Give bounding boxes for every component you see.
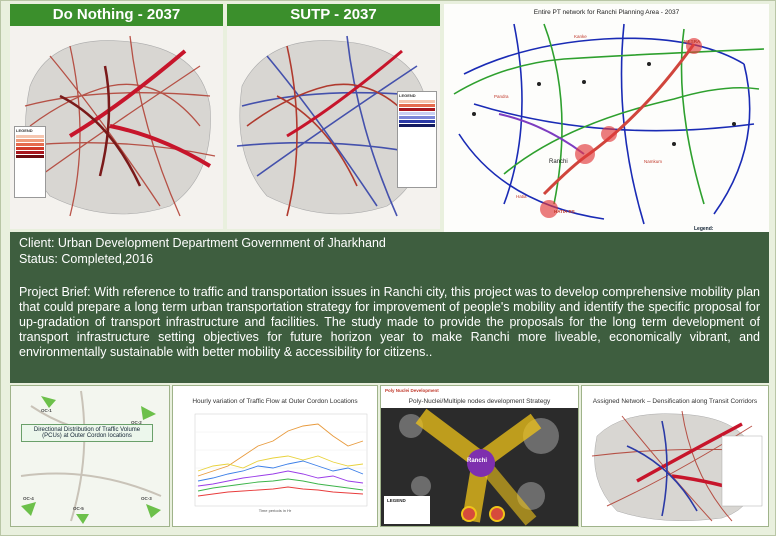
- legend-label: LEGEND: [16, 128, 33, 133]
- sutp-panel: [227, 4, 440, 229]
- status-text: Status: Completed,2016: [19, 252, 154, 266]
- hourly-variation-panel: [172, 385, 378, 527]
- do-nothing-legend: [14, 126, 46, 198]
- polynuclei-header: Poly Nuclei Development: [385, 388, 439, 393]
- oc-label-5: OC-5: [73, 506, 84, 511]
- oc-label-3: OC-3: [141, 496, 152, 501]
- map-label-hatia-rs: HATIA RS: [554, 209, 575, 214]
- oc-label-1: OC-1: [41, 408, 52, 413]
- map-label-ranchi: Ranchi: [549, 159, 568, 165]
- directional-title: Directional Distribution of Traffic Volume (PCUs) at Outer Cordon locations: [21, 424, 153, 442]
- pt-network-panel: [444, 4, 769, 232]
- client-text: Client: Urban Development Department Government of Jharkhand: [19, 236, 386, 250]
- polynuclei-title: Poly-Nuclei/Multiple nodes development Strategy: [408, 398, 551, 405]
- polynuclei-legend: LEGEND: [387, 498, 406, 503]
- oc-label-2: OC-2: [131, 420, 142, 425]
- map-label-namkum: Namkum: [644, 159, 663, 164]
- project-info-box: [10, 232, 769, 383]
- polynuclei-center-label: Ranchi: [467, 458, 488, 464]
- network-legend-label: Legend:: [694, 226, 714, 232]
- hourly-title: Hourly variation of Traffic Flow at Outer Cordon Locations: [192, 398, 358, 405]
- assigned-network-panel: [581, 385, 769, 527]
- project-brief-text: Project Brief: With reference to traffic and transportation issues in Ranchi city, this project was to develop comprehensive mobility plan that could prepare a long term urban transportation strategy for improvement of people's mobility and identify the specific proposal for up-gradation of transport infrastructure and facilities. The study made to provide the proposals for the long term development of transport infrastructure setting objectives for future horizon year to make Ranchi more liveable, economically vibrant, and environmentally sustainable with better mobility & accessibility for citizens..: [19, 285, 760, 359]
- sutp-map: [227, 26, 440, 229]
- hourly-xlabel: Time periods in Hr: [258, 508, 292, 513]
- map-label-pandra: Pandra: [494, 94, 509, 99]
- oc-label-4: OC-4: [23, 496, 34, 501]
- map-label-mesra: MESRA: [684, 39, 701, 44]
- sutp-legend: [397, 91, 437, 188]
- do-nothing-title: Do Nothing - 2037: [10, 4, 223, 26]
- map-label-kanke: Kanke: [574, 34, 587, 39]
- poly-nuclei-panel: [380, 385, 579, 527]
- assigned-title: Assigned Network – Densification along Transit Corridors: [592, 398, 758, 405]
- network-title: Entire PT network for Ranchi Planning Area - 2037: [533, 9, 680, 16]
- legend-label: LEGEND: [399, 93, 416, 98]
- sutp-title: SUTP - 2037: [227, 4, 440, 26]
- do-nothing-map: [10, 26, 223, 229]
- directional-distribution-panel: [10, 385, 170, 527]
- do-nothing-panel: [10, 4, 223, 229]
- map-label-hatia: Hatia: [516, 194, 527, 199]
